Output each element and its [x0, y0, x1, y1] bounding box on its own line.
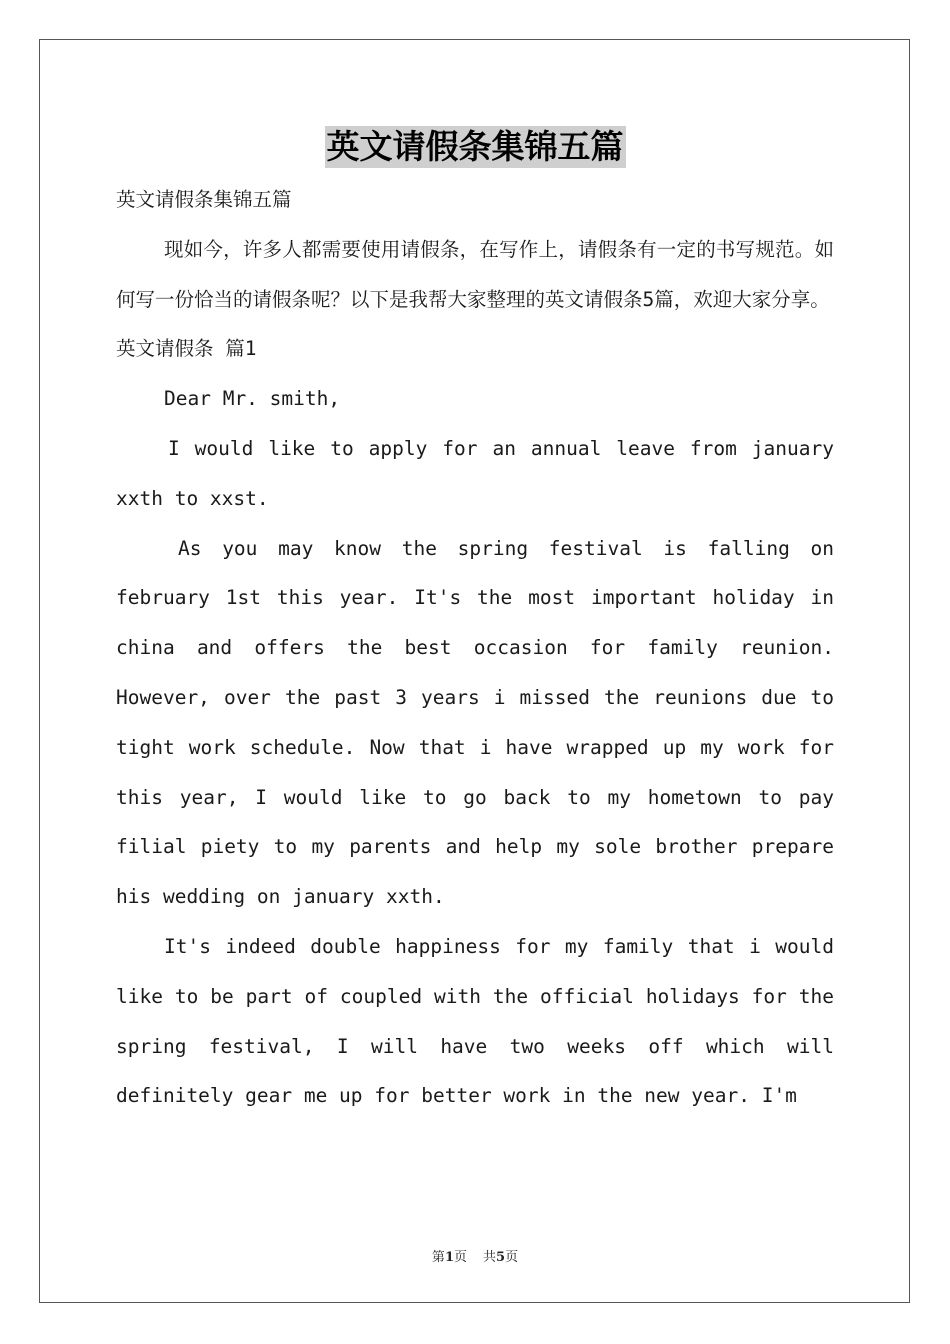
- section-heading: 英文请假条 篇1: [116, 337, 257, 361]
- body-paragraph-2: As you may know the spring festival is falling on february 1st this year. It's the most important holiday in china and offers the best occasion for family reunion. However, over the past 3 years i missed the reunions due to tight work schedule. Now that i have wrapped up my work for this year, I would like to go back to my hometown to pay filial piety to my parents and help my sole brother prepare his wedding on january xxth.: [116, 536, 834, 909]
- salutation: Dear Mr. smith,: [164, 387, 341, 411]
- total-prefix: 共: [483, 1250, 497, 1265]
- page-footer: [0, 1246, 950, 1265]
- body-paragraph-3: It's indeed double happiness for my family that i would like to be part of coupled with the official holidays for the spring festival, I will have two weeks off which will definitely gear me up for better work in the new year. I'm: [116, 934, 834, 1108]
- page-current: 1: [444, 1250, 454, 1265]
- body-paragraph-1: I would like to apply for an annual leave from january xxth to xxst.: [116, 436, 834, 510]
- intro-paragraph: 现如今，许多人都需要使用请假条，在写作上，请假条有一定的书写规范。如何写一份恰当的请假条呢？以下是我帮大家整理的英文请假条5篇，欢迎大家分享。: [116, 237, 834, 311]
- document-subtitle: 英文请假条集锦五篇: [116, 188, 292, 211]
- page-suffix: 页: [453, 1250, 467, 1265]
- document-title: 英文请假条集锦五篇: [326, 127, 624, 166]
- total-suffix: 页: [505, 1250, 519, 1265]
- page-prefix: 第: [431, 1250, 445, 1265]
- page-total: 5: [496, 1250, 506, 1265]
- document-body: [116, 175, 834, 1121]
- title-container: [0, 126, 950, 168]
